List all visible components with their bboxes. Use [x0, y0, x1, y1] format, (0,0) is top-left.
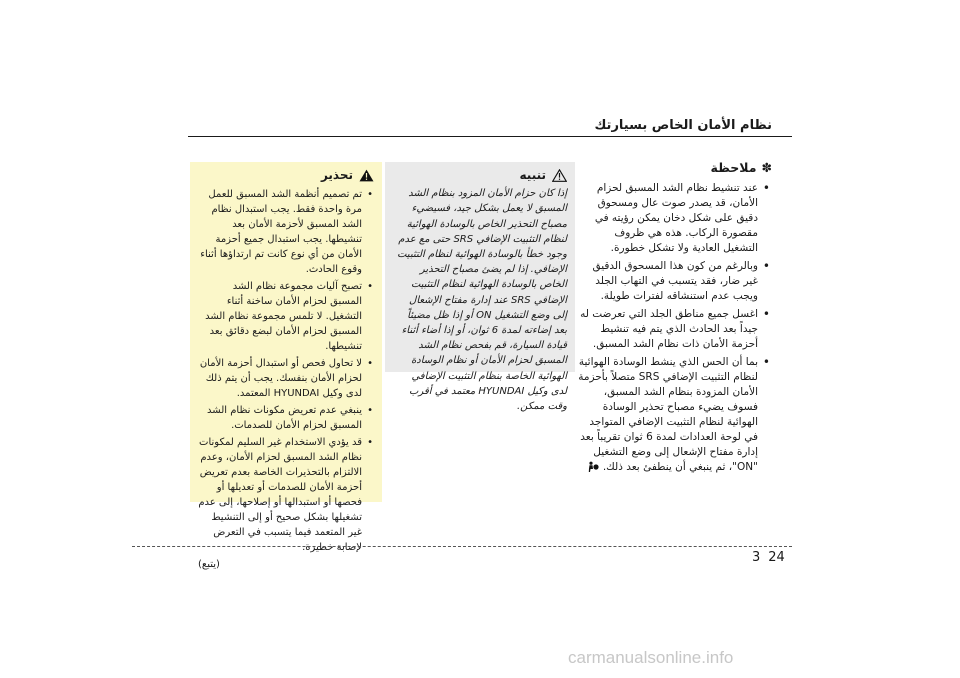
note-subtitle-text: ملاحظة: [710, 160, 757, 175]
continued-label: (يتبع): [198, 559, 220, 570]
asterisk-icon: ✽: [761, 160, 772, 175]
note-column: [577, 160, 772, 478]
note-item: • وبالرغم من كون هذا المسحوق الدقيق غير ضار، فقد يتسبب في التهاب الجلد ويجب عدم استنشاقه لفترات طويلة.: [577, 259, 758, 304]
footer-rule: [132, 546, 792, 547]
caution-text: إذا كان حزام الأمان المزود بنظام الشد المسبق لا يعمل بشكل جيد، فسيضيء مصباح التحذير الخاص بالوسادة الهوائية لنظام التثبيت الإضافي SRS حتى مع عدم وجود خطأ بالوسادة الهوائية لنظام التثبيت الإضافي. إذا لم يضئ مصباح التحذير الخاص بالوسادة الهوائية لنظام التثبيت الإضافي SRS عند إدارة مفتاح الإشعال إلى وضع التشغيل ON أو إذا ظل مضيئاً بعد إضاءته لمدة 6 ثوان، أو إذا أضاء أثناء قيادة السيارة، قم بفحص نظام الشد المسبق لحزام الأمان أو نظام الوسادة الهوائية الخاصة بنظام التثبيت الإضافي لدى وكيل HYUNDAI معتمد في أقرب وقت ممكن.: [397, 188, 567, 413]
warning-item: • تم تصميم أنظمة الشد المسبق للعمل مرة واحدة فقط. يجب استبدال نظام الشد المسبق لأحزمة الأمان بعد تنشيطها. يجب استبدال جميع أحزمة الأمان من أي نوع كانت تم ارتداؤها أثناء وقوع الحادث.: [198, 187, 362, 277]
caution-header: [393, 168, 567, 183]
page-number: [752, 550, 785, 565]
chapter-number: 3: [752, 550, 761, 565]
warning-list: [198, 187, 374, 555]
warning-item: • ينبغي عدم تعريض مكونات نظام الشد المسبق لحزام الأمان للصدمات.: [198, 403, 362, 433]
page-number-value: 24: [768, 550, 785, 565]
header-rule: [188, 136, 792, 137]
section-title: نظام الأمان الخاص بسيارتك: [594, 118, 772, 133]
warning-triangle-icon: [552, 169, 567, 182]
note-item: • اغسل جميع مناطق الجلد التي تعرضت له جيداً بعد الحادث الذي يتم فيه تنشيط أحزمة الأمان ذات نظام الشد المسبق.: [577, 307, 758, 352]
warning-box: [190, 162, 382, 570]
warning-header: [198, 168, 374, 183]
caution-title: تنبيه: [519, 168, 546, 182]
note-item: • عند تنشيط نظام الشد المسبق لحزام الأمان، قد يصدر صوت عال ومسحوق دقيق على شكل دخان يمكن رؤيته في مقصورة الركاب. هذه هي ظروف التشغيل العادية ولا تشكل خطورة.: [577, 181, 758, 256]
warning-item: • قد يؤدي الاستخدام غير السليم لمكونات نظام الشد المسبق لحزام الأمان، وعدم الالتزام بالتحذيرات الخاصة بعدم تعريض أحزمة الأمان للصدمات أو تعديلها أو فحصها أو استبدالها أو إصلاحها، إلى عدم تشغيلها بشكل صحيح أو إلى التنشيط غير المتعمد فيما يتسبب في التعرض لإصابة خطيرة.: [198, 435, 362, 555]
note-list: [577, 181, 772, 475]
note-item: • بما أن الحس الذي ينشط الوسادة الهوائية لنظام التثبيت الإضافي SRS متصلاً بأحزمة الأمان المزودة بنظام الشد المسبق، فسوف يضيء مصباح تحذير الوسادة الهوائية لنظام التثبيت الإضافي المتواجد في لوحة العدادات لمدة 6 ثوان تقريباً بعد إدارة مفتاح الإشعال إلى وضع التشغيل "ON"، ثم ينبغي أن ينطفئ بعد ذلك.: [577, 355, 758, 475]
airbag-warning-icon: [587, 461, 599, 473]
caution-box: [385, 162, 575, 413]
note-subtitle: [577, 160, 772, 175]
warning-item: • لا تحاول فحص أو استبدال أحزمة الأمان لحزام الأمان بنفسك. يجب أن يتم ذلك لدى وكيل HYUNDAI المعتمد.: [198, 356, 362, 401]
warning-item: • تصبح آليات مجموعة نظام الشد المسبق لحزام الأمان ساخنة أثناء التشغيل. لا تلمس مجموعة نظام الشد المسبق لحزام الأمان لبضع دقائق بعد تنشيطها.: [198, 279, 362, 354]
warning-triangle-icon: [359, 169, 374, 182]
warning-title: تحذير: [320, 168, 353, 182]
watermark: carmanualsonline.info: [568, 648, 734, 667]
